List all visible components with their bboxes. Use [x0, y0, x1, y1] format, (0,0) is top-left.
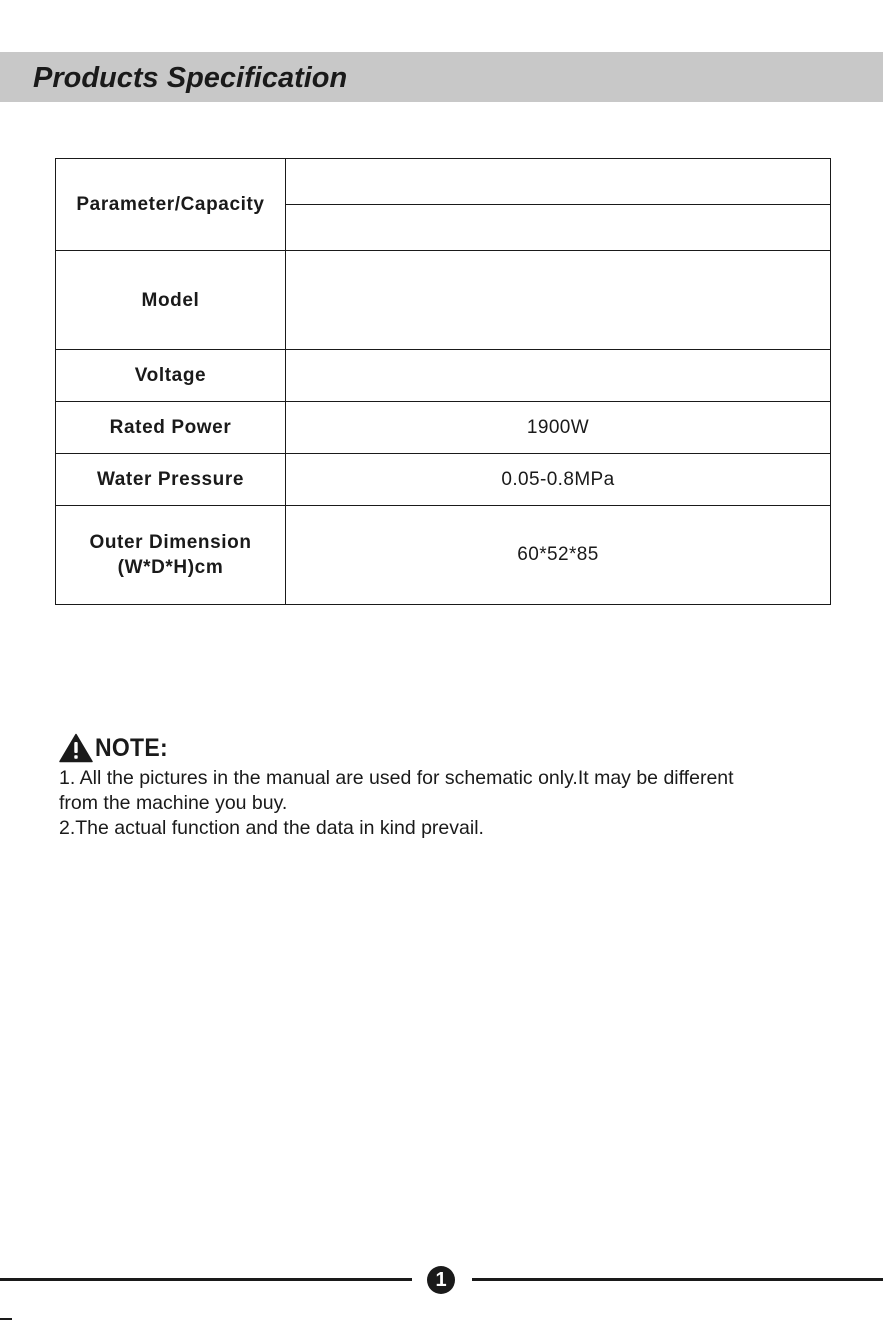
warning-triangle-icon: [59, 733, 93, 763]
table-row: [56, 251, 831, 350]
table-row: [56, 159, 831, 205]
table-row: [56, 402, 831, 454]
note-header: [59, 730, 849, 766]
table-row: [56, 350, 831, 402]
row-value-outer-dimension: 60*52*85: [286, 506, 831, 605]
outer-dimension-label-line1: Outer Dimension: [89, 532, 252, 553]
outer-dimension-label-line2: (W*D*H)cm: [117, 557, 224, 578]
page-footer: [0, 1264, 883, 1296]
row-label-outer-dimension: [56, 506, 286, 605]
corner-mark: [0, 1318, 12, 1320]
row-value-water-pressure: 0.05-0.8MPa: [286, 454, 831, 506]
note-section: [59, 730, 849, 841]
row-value-model: [286, 251, 831, 350]
spec-table: [55, 158, 831, 605]
row-label-parameter-capacity: Parameter/Capacity: [56, 159, 286, 251]
note-line-3: 2.The actual function and the data in kind prevail.: [59, 817, 484, 839]
table-row: [56, 506, 831, 605]
page-number-badge: 1: [427, 1266, 455, 1294]
row-value-rated-power: 1900W: [286, 402, 831, 454]
note-line-2: from the machine you buy.: [59, 792, 288, 814]
row-label-water-pressure: Water Pressure: [56, 454, 286, 506]
section-header: [0, 52, 883, 102]
note-line-1: 1. All the pictures in the manual are used for schematic only.It may be different: [59, 767, 734, 789]
row-value-capacity-2: [286, 205, 831, 251]
row-value-capacity-1: [286, 159, 831, 205]
row-label-voltage: Voltage: [56, 350, 286, 402]
table-row: [56, 454, 831, 506]
row-label-rated-power: Rated Power: [56, 402, 286, 454]
footer-rule-right: [472, 1278, 883, 1281]
page-title: Products Specification: [33, 62, 348, 94]
note-title: NOTE:: [95, 734, 168, 762]
footer-rule-left: [0, 1278, 412, 1281]
row-label-model: Model: [56, 251, 286, 350]
row-value-voltage: [286, 350, 831, 402]
